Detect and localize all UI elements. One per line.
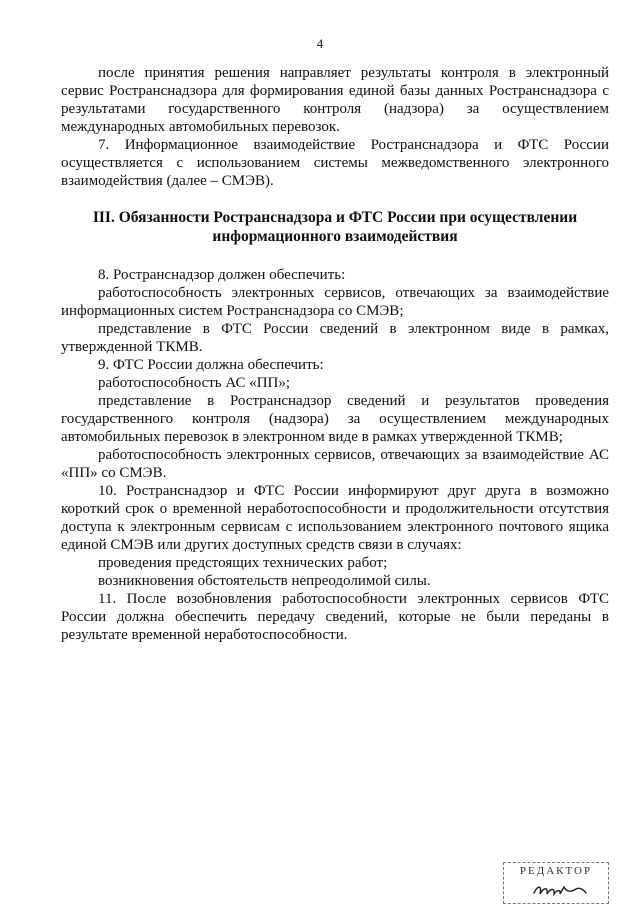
section-title-line1: III. Обязанности Ространснадзора и ФТС России при осуществлении xyxy=(92,209,578,226)
paragraph-10-item-2: возникновения обстоятельств непреодолимой силы. xyxy=(98,573,431,589)
paragraph-10: 10. Ространснадзор и ФТС России информируют друг друга в возможно короткий срок о временной неработоспособности и продолжительности отсутствия доступа к электронным сервисам с использованием электронного почтового ящика единой СМЭВ или других доступных средств связи в случаях: xyxy=(61,483,609,553)
paragraph-11: 11. После возобновления работоспособности электронных сервисов ФТС России должна обеспечить передачу сведений, которые не были переданы в результате временной неработоспособности. xyxy=(61,591,609,643)
paragraph-9: 9. ФТС России должна обеспечить: xyxy=(98,357,324,373)
paragraph-10-item-1: проведения предстоящих технических работ; xyxy=(98,555,388,571)
paragraph-7: 7. Информационное взаимодействие Ространснадзора и ФТС России осуществляется с использованием системы межведомственного электронного взаимодействия (далее – СМЭВ). xyxy=(61,137,609,189)
paragraph-continuation: после принятия решения направляет результаты контроля в электронный сервис Ространснадзора для формирования единой базы данных Ространснадзора с результатами государственного контроля (надзора) за осуществлением международных автомобильных перевозок. xyxy=(61,65,609,135)
stamp-title: РЕДАКТОР xyxy=(519,865,593,877)
signature-icon xyxy=(530,881,590,899)
paragraph-8-item-1: работоспособность электронных сервисов, отвечающих за взаимодействие информационных систем Ространснадзора со СМЭВ; xyxy=(61,285,609,319)
paragraph-8-item-2: представление в ФТС России сведений в электронном виде в рамках, утвержденной ТКМВ. xyxy=(61,321,609,355)
paragraph-9-item-1: работоспособность АС «ПП»; xyxy=(98,375,291,391)
editor-stamp xyxy=(503,862,609,904)
paragraph-8: 8. Ространснадзор должен обеспечить: xyxy=(98,267,346,283)
section-title xyxy=(61,208,609,246)
page-number: 4 xyxy=(316,36,324,51)
paragraph-9-item-2: представление в Ространснадзор сведений и результатов проведения государственного контроля (надзора) за осуществлением международных автомобильных перевозок в электронном виде в рамках утвержденной ТКМВ; xyxy=(61,393,609,445)
section-title-line2: информационного взаимодействия xyxy=(212,228,458,245)
paragraph-9-item-3: работоспособность электронных сервисов, отвечающих за взаимодействие АС «ПП» со СМЭВ. xyxy=(61,447,609,481)
document-body xyxy=(61,64,609,644)
